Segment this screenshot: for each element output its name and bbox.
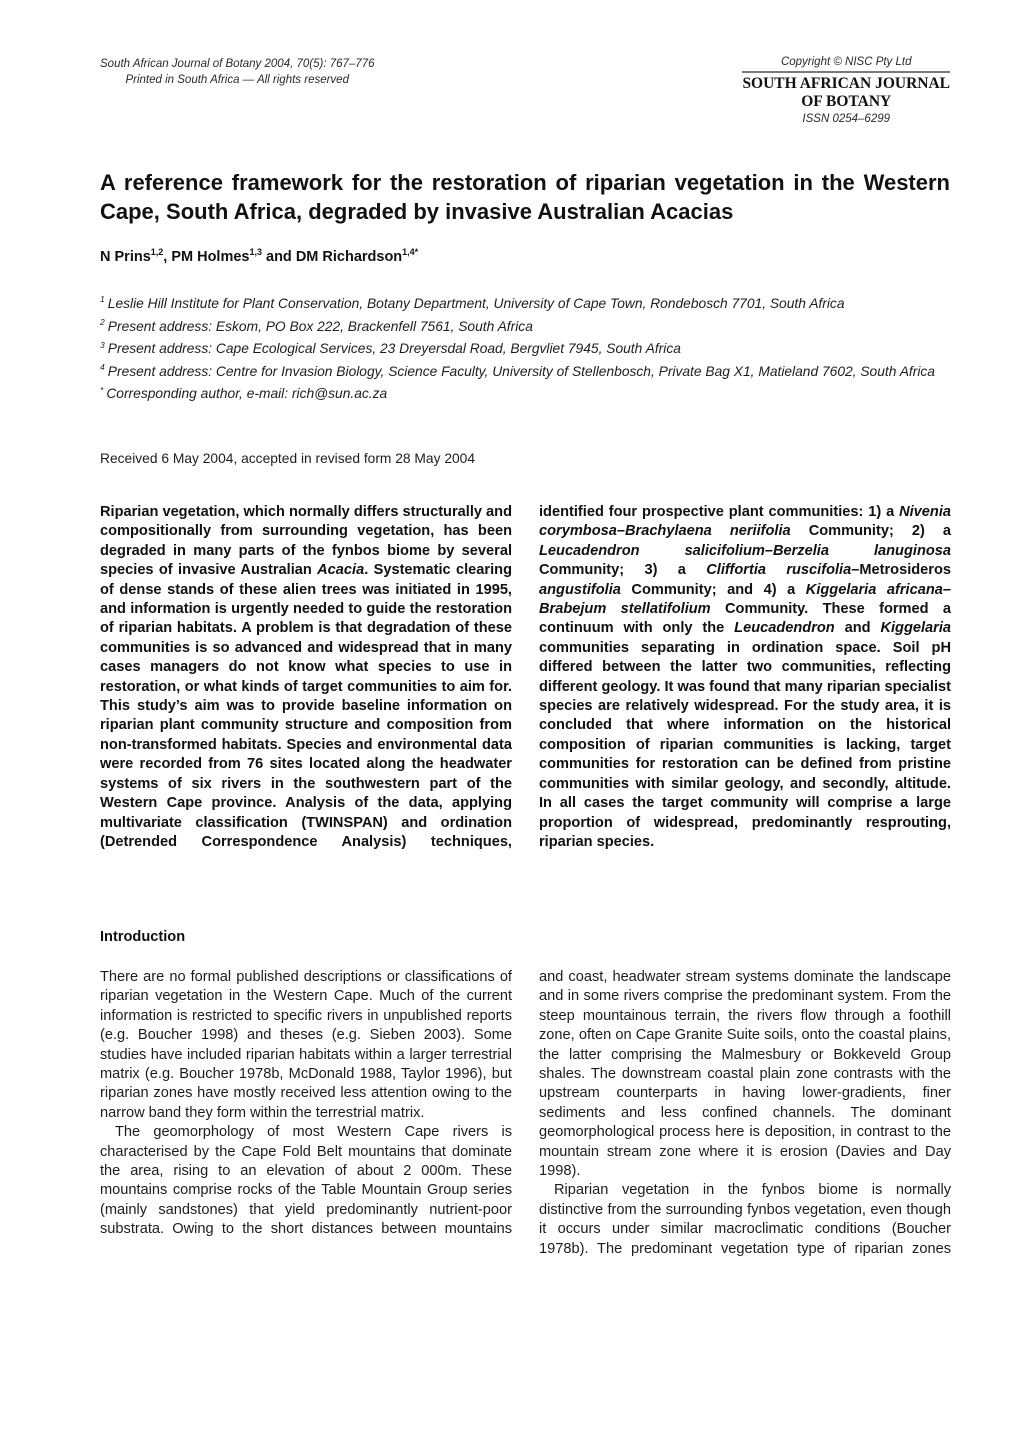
affiliation-marker: *: [100, 384, 104, 395]
affiliation-item: [100, 361, 952, 384]
intro-paragraph-1: There are no formal published descriptions or classifications of riparian vegetation in the Western Cape. Much of the current information is restricted to specific rivers in unpublished reports (e.g. Boucher 1998) and theses (e.g. Sieben 2003). Some studies have included riparian habitats within a larger terrestrial matrix (e.g. Boucher 1978b, McDonald 1988, Taylor 1996), but riparian zones have mostly received less attention owing to the narrow band they form within the terrestrial matrix.: [100, 969, 512, 1121]
authors-line: N Prins$^{1,2}$, PM Holmes$^{1,3}$ and DM Richardson$^{1,4*}$: [100, 247, 419, 265]
introduction-heading: Introduction: [100, 929, 186, 945]
affiliations-list: [100, 293, 952, 406]
intro-paragraph-2-continued: and coast, headwater stream systems dominate the landscape and in some rivers comprise the predominant system. From the steep mountainous terrain, the rivers flow through a foothill zone, often on Cape Granite Suite soils, onto the coastal plains, the latter comprising the Malmesbury or Bokkeveld Group shales. The downstream coastal plain zone contrasts with the upstream counterparts in having lower-gradients, finer sediments and less confined channels. The dominant geomorphological process here is deposition, in contrast to the mountain stream zone where it is erosion (Davies and Day 1998).: [539, 969, 951, 1180]
introduction-column-right: [539, 968, 951, 1259]
affiliation-marker: 1: [100, 294, 105, 305]
abstract-section: [100, 503, 952, 852]
journal-rights-line: Printed in South Africa — All rights reserved: [125, 73, 349, 86]
journal-masthead-block: [742, 55, 950, 127]
affiliation-text: Present address: Eskom, PO Box 222, Brackenfell 7561, South Africa: [107, 318, 533, 334]
received-line: Received 6 May 2004, accepted in revised form 28 May 2004: [100, 451, 476, 466]
affiliation-text: Leslie Hill Institute for Plant Conservation, Botany Department, University of Cape Town, Rondebosch 7701, South Africa: [107, 296, 845, 311]
article-title: A reference framework for the restoration of riparian vegetation in the Western Cape, South Africa, degraded by invasive Australian Acacias: [100, 170, 950, 224]
masthead-divider: [742, 71, 950, 73]
abstract-column-right: identified four prospective plant communities: 1) a Nivenia corymbosa–Brachylaena neriifolia Community; 2) a Leucadendron salicifolium–Berzelia lanuginosa Community; 3) a Cliffortia ruscifolia–Metrosideros angustifolia Community; and 4) a Kiggelaria africana–Brabejum stellatifolium Community. These formed a continuum with only the Leucadendron and Kiggelaria communities separating in ordination space. Soil pH differed between the latter two communities, reflecting different geology. It was found that many riparian specialist species are relatively widespread. For the study area, it is concluded that where information on the historical composition of riparian communities is lacking, target communities for restoration can be defined from pristine communities with similar geology, and secondly, altitude. In all cases the target community will comprise a large proportion of widespread, predominantly resprouting, riparian species.: [539, 504, 952, 850]
masthead-title-line1: SOUTH AFRICAN JOURNAL: [742, 75, 950, 92]
affiliation-text: Present address: Cape Ecological Services, 23 Dreyersdal Road, Bergvliet 7945, South Africa: [107, 341, 681, 357]
introduction-column-left: [100, 968, 512, 1259]
affiliation-marker: 2: [100, 317, 105, 327]
journal-citation-block: [100, 57, 374, 88]
affiliation-item: [100, 338, 952, 361]
affiliation-marker: 3: [100, 339, 105, 350]
abstract-column-left: Riparian vegetation, which normally differs structurally and compositionally from surrounding vegetation, has been degraded in many parts of the fynbos biome by several species of invasive Australian Acacia. Systematic clearing of dense stands of these alien trees was initiated in 1995, and information is urgently needed to guide the restoration of riparian habitats. A problem is that degradation of these communities is so advanced and widespread that in many cases managers do not know what species to use in restoration, or what kinds of target communities to aim for. This study’s aim was to provide baseline information on riparian plant community structure and composition from non-transformed habitats. Species and environmental data were recorded from 76 sites located along the headwater systems of six rivers in the southwestern part of the Western Cape province. Analysis of the data, applying multivariate classification (TWINSPAN) and ordination (Detrended Correspondence Analysis) techniques,: [100, 504, 512, 850]
intro-paragraph-3: Riparian vegetation in the fynbos biome is normally distinctive from the surrounding fynbos vegetation, even though it occurs under similar macroclimatic conditions (Boucher 1978b). The predominant vegetation type of riparian zones: [539, 1182, 951, 1257]
affiliation-marker: 4: [100, 362, 105, 373]
affiliation-item: [100, 383, 952, 406]
journal-citation-line: South African Journal of Botany 2004, 70(5): 767–776: [100, 58, 375, 70]
masthead-title-line2: OF BOTANY: [801, 92, 892, 110]
affiliation-text: Present address: Centre for Invasion Biology, Science Faculty, University of Stellenbosch, Private Bag X1, Matieland 7602, South Africa: [107, 363, 935, 379]
affiliation-item: [100, 316, 952, 339]
issn-line: ISSN 0254–6299: [802, 113, 891, 125]
introduction-section: [100, 968, 952, 1259]
intro-paragraph-2: The geomorphology of most Western Cape rivers is characterised by the Cape Fold Belt mountains that dominate the area, rising to an elevation of about 2 000m. These mountains comprise rocks of the Table Mountain Group series (mainly sandstones) that yield predominantly nutrient-poor substrata. Owing to the short distances between mountains: [100, 1124, 512, 1238]
affiliation-text: Corresponding author, e-mail: rich@sun.ac.za: [106, 386, 388, 402]
affiliation-item: [100, 293, 952, 316]
copyright-line: Copyright © NISC Pty Ltd: [780, 56, 912, 68]
